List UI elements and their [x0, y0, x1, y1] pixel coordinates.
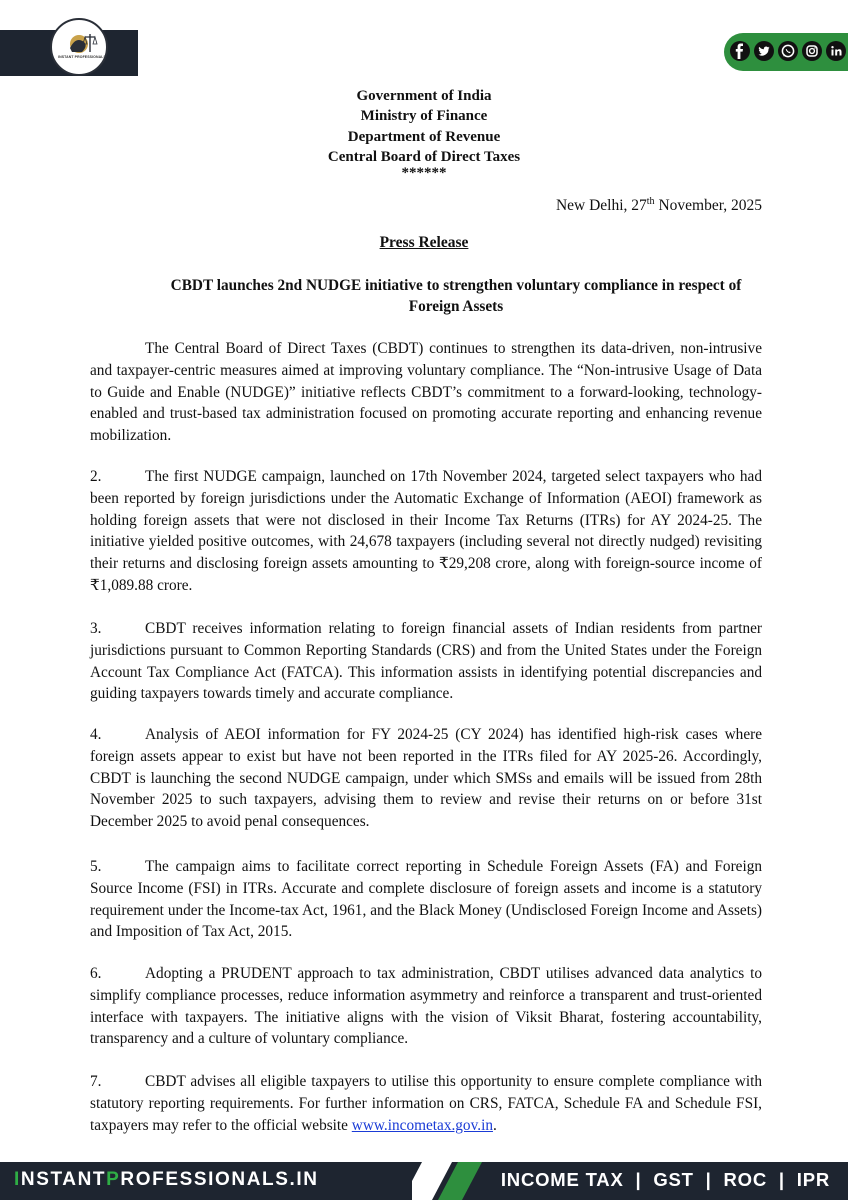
footer-nstant: NSTANT — [20, 1169, 107, 1190]
paragraph-6-text: Adopting a PRUDENT approach to tax administration, CBDT utilises advanced data analytics to simplify compliance processes, reduce information asymmetry and reinforce a transparent and trust-oriented interface with taxpayers. The initiative aligns with the vision of Viksit Bharat, fostering accountability, transparency and a culture of voluntary compliance. — [90, 965, 762, 1048]
social-strip — [724, 33, 848, 71]
paragraph-7-end: . — [492, 1116, 497, 1134]
dateline-prefix: New Delhi, 27 — [555, 197, 647, 215]
paragraph-3 — [90, 618, 762, 705]
headline: CBDT launches 2nd NUDGE initiative to strengthen voluntary compliance in respect of Foreign Assets — [170, 277, 742, 315]
document-header — [0, 86, 848, 182]
paragraph-5-text: The campaign aims to facilitate correct reporting in Schedule Foreign Assets (FA) and Foreign Source Income (FSI) in ITRs. Accurate and complete disclosure of foreign assets and income is a statutory requirement under the Income-tax Act, 1961, and the Black Money (Undisclosed Foreign Income and Assets) and Imposition of Tax Act, 2015. — [90, 858, 762, 941]
header-ministry: Ministry of Finance — [360, 108, 488, 125]
brand-logo[interactable] — [50, 18, 108, 76]
footer-divider-stripes — [412, 1162, 502, 1200]
paragraph-3-number: 3. — [90, 620, 102, 637]
header-government: Government of India — [356, 88, 492, 104]
dateline-suffix: November, 2025 — [654, 197, 762, 215]
incometax-website-link[interactable]: www.incometax.gov.in — [351, 1116, 493, 1134]
paragraph-1 — [90, 338, 762, 447]
footer-services: INCOME TAX | GST | ROC | IPR — [500, 1169, 830, 1190]
paragraph-5 — [90, 856, 762, 943]
footer-site-name[interactable] — [14, 1169, 319, 1191]
paragraph-7-number: 7. — [90, 1073, 102, 1090]
paragraph-4 — [90, 724, 762, 833]
paragraph-2-text: The first NUDGE campaign, launched on 17th November 2024, targeted select taxpayers who had been reported by foreign jurisdictions under the Automatic Exchange of Information (AEOI) framework as holding foreign assets that were not disclosed in their Income Tax Returns (ITRs) for AY 2024-25. The initiative yielded positive outcomes, with 24,678 taxpayers (including several not directly nudged) revisiting their returns and disclosing foreign assets amounting to ₹29,208 crore, along with foreign-source income of ₹1,089.88 crore. — [90, 468, 762, 594]
paragraph-5-number: 5. — [90, 858, 102, 875]
footer-letter-i: I — [14, 1169, 21, 1190]
footer-rest: ROFESSIONALS.IN — [120, 1169, 319, 1190]
paragraph-6-number: 6. — [90, 965, 102, 982]
twitter-icon[interactable] — [754, 41, 774, 61]
linkedin-icon[interactable] — [826, 41, 846, 61]
dateline-sup: th — [646, 196, 655, 207]
footer-band — [0, 1162, 848, 1200]
paragraph-6 — [90, 963, 762, 1050]
paragraph-4-number: 4. — [90, 726, 102, 743]
paragraph-3-text: CBDT receives information relating to foreign financial assets of Indian residents from partner jurisdictions pursuant to Common Reporting Standards (CRS) and from the United States under the Foreign Account Tax Compliance Act (FATCA). This information assists in identifying potential discrepancies and guiding taxpayers towards timely and accurate compliance. — [90, 620, 762, 703]
paragraph-7-text: CBDT advises all eligible taxpayers to utilise this opportunity to ensure complete compliance with statutory reporting requirements. For further information on CRS, FATCA, Schedule FA and Schedule FSI, taxpayers may refer to the official website — [90, 1073, 762, 1134]
logo-text: INSTANT PROFESSIONALS — [58, 55, 106, 59]
scales-of-justice-icon — [52, 20, 108, 76]
footer-letter-p: P — [106, 1169, 121, 1190]
header-separator: ****** — [401, 165, 447, 182]
instagram-icon[interactable] — [802, 41, 822, 61]
paragraph-2-number: 2. — [90, 468, 102, 485]
whatsapp-icon[interactable] — [778, 41, 798, 61]
press-release-title: Press Release — [379, 234, 469, 251]
dateline — [556, 196, 762, 215]
header-department: Department of Revenue — [347, 128, 501, 145]
paragraph-2 — [90, 466, 762, 597]
header-board: Central Board of Direct Taxes — [327, 148, 521, 165]
facebook-icon[interactable] — [730, 41, 750, 61]
paragraph-4-text: Analysis of AEOI information for FY 2024-25 (CY 2024) has identified high-risk cases where foreign assets appear to exist but have not been reported in the ITRs filed for AY 2025-26. Accordingly, CBDT is launching the second NUDGE campaign, under which SMSs and emails will be issued from 28th November 2025 to such taxpayers, advising them to review and revise their returns on or before 31st December 2025 to avoid penal consequences. — [90, 726, 762, 831]
paragraph-7 — [90, 1071, 762, 1136]
paragraph-1-text: The Central Board of Direct Taxes (CBDT) continues to strengthen its data-driven, non-intrusive and taxpayer-centric measures aimed at improving voluntary compliance. The “Non-intrusive Usage of Data to Guide and Enable (NUDGE)” initiative reflects CBDT’s commitment to a forward-looking, technology-enabled and trust-based tax administration focused on promoting accurate reporting and enhancing revenue mobilization. — [90, 340, 762, 445]
